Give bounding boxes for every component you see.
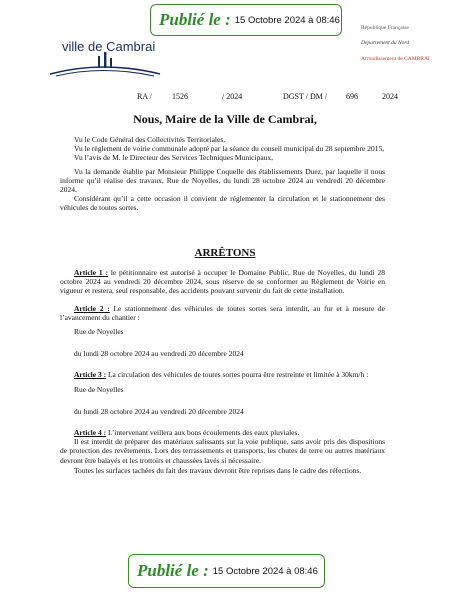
article-3 [60, 370, 385, 379]
published-label: Publié le : [137, 561, 209, 580]
published-date: 15 Octobre 2024 à 08:46 [212, 565, 318, 577]
ref-year-2: 2024 [382, 92, 398, 101]
article-4 [60, 428, 385, 437]
article-2-text: Le stationnement des véhicules de toutes sortes sera interdit, au fur et à mesure de l’avancement du chantier : [60, 303, 385, 322]
article-4-text: L’intervenant veillera aux bons écoulements des eaux pluviales. [106, 428, 300, 438]
ref-year: / 2024 [222, 92, 243, 101]
vu-reglement: Vu le règlement de voirie communale adopté par la séance du conseil municipal du 28 septembre 2015, [74, 144, 385, 154]
ref-number: 1526 [172, 92, 188, 101]
article-2 [60, 304, 385, 322]
article-2-street: Rue de Noyelles [74, 327, 124, 337]
article-3-label: Article 3 : [74, 370, 107, 380]
published-stamp-top [150, 4, 342, 36]
article-3-street: Rue de Noyelles [74, 384, 124, 394]
ref-department: DGST / DM / [283, 92, 328, 101]
published-stamp-bottom [128, 554, 325, 588]
article-4-paragraph-3: Toutes les surfaces tachées du fait des travaux devront être reprises dans le cadre des réfections. [74, 465, 362, 475]
article-3-text: La circulation des véhicules de toutes sortes pourra être restreinte et limitée à 30km/h : [106, 370, 369, 380]
department-line: Département du Nord [361, 40, 410, 46]
article-2-dates: du lundi 28 octobre 2024 au vendredi 20 décembre 2024 [74, 349, 244, 359]
article-1-text: le pétitionnaire est autorisé à occuper le Domaine Public, Rue de Noyelles, du lundi 28 octobre 2024 au vendredi 20 décembre 2024, sous réserve de se conformer au Règlement de Voirie en vigueur et restera, seul responsable, des accidents pouvant survenir du fait de cette installation. [60, 268, 385, 296]
vu-avis: Vu l’avis de M. le Directeur des Services Techniques Municipaux, [74, 153, 274, 163]
article-4-paragraph-2: Il est interdit de préparer des matériaux salissants sur la voie publique, sans avoir pris des dispositions de protection des revêtements. Lors des terrassements et transports, les chutes de terre ou autres matériaux devront être balayés et les trottoirs et chaussées lavés si nécessaire. [60, 437, 385, 465]
page-title: Nous, Maire de la Ville de Cambrai, [133, 112, 317, 126]
article-1 [60, 268, 385, 296]
republic-line: République Française [361, 25, 409, 31]
article-1-label: Article 1 : [74, 268, 108, 277]
article-3-dates: du lundi 28 octobre 2024 au vendredi 20 décembre 2024 [74, 406, 244, 416]
published-date: 15 Octobre 2024 à 08:46 [234, 14, 340, 26]
article-2-label: Article 2 : [74, 303, 110, 313]
arrondissement-line: Arrondissement de CAMBRAI [361, 56, 430, 62]
ref-number-2: 696 [346, 92, 358, 101]
arretons-heading: ARRÊTONS [194, 247, 256, 259]
preamble [60, 135, 385, 216]
published-label: Publié le : [159, 10, 231, 29]
city-name: ville de Cambrai [62, 39, 156, 54]
article-4-label: Article 4 : [74, 428, 107, 438]
considerant: Considérant qu’il a cette occasion il convient de réglementer la circulation et le stationnement des véhicules de toutes sortes. [60, 194, 385, 213]
articles [60, 268, 385, 478]
vu-cgct: Vu le Code Général des Collectivités Territoriales, [74, 135, 226, 144]
ref-ra: RA / [137, 92, 152, 101]
vu-demande: Vu la demande établie par Monsieur Philippe Coquelle des établissements Duez, par laquelle il nous informe qu’il réalise des travaux, Rue de Noyelles, du lundi 28 octobre 2024 au vendredi 20 décembre 2024. [60, 166, 385, 195]
